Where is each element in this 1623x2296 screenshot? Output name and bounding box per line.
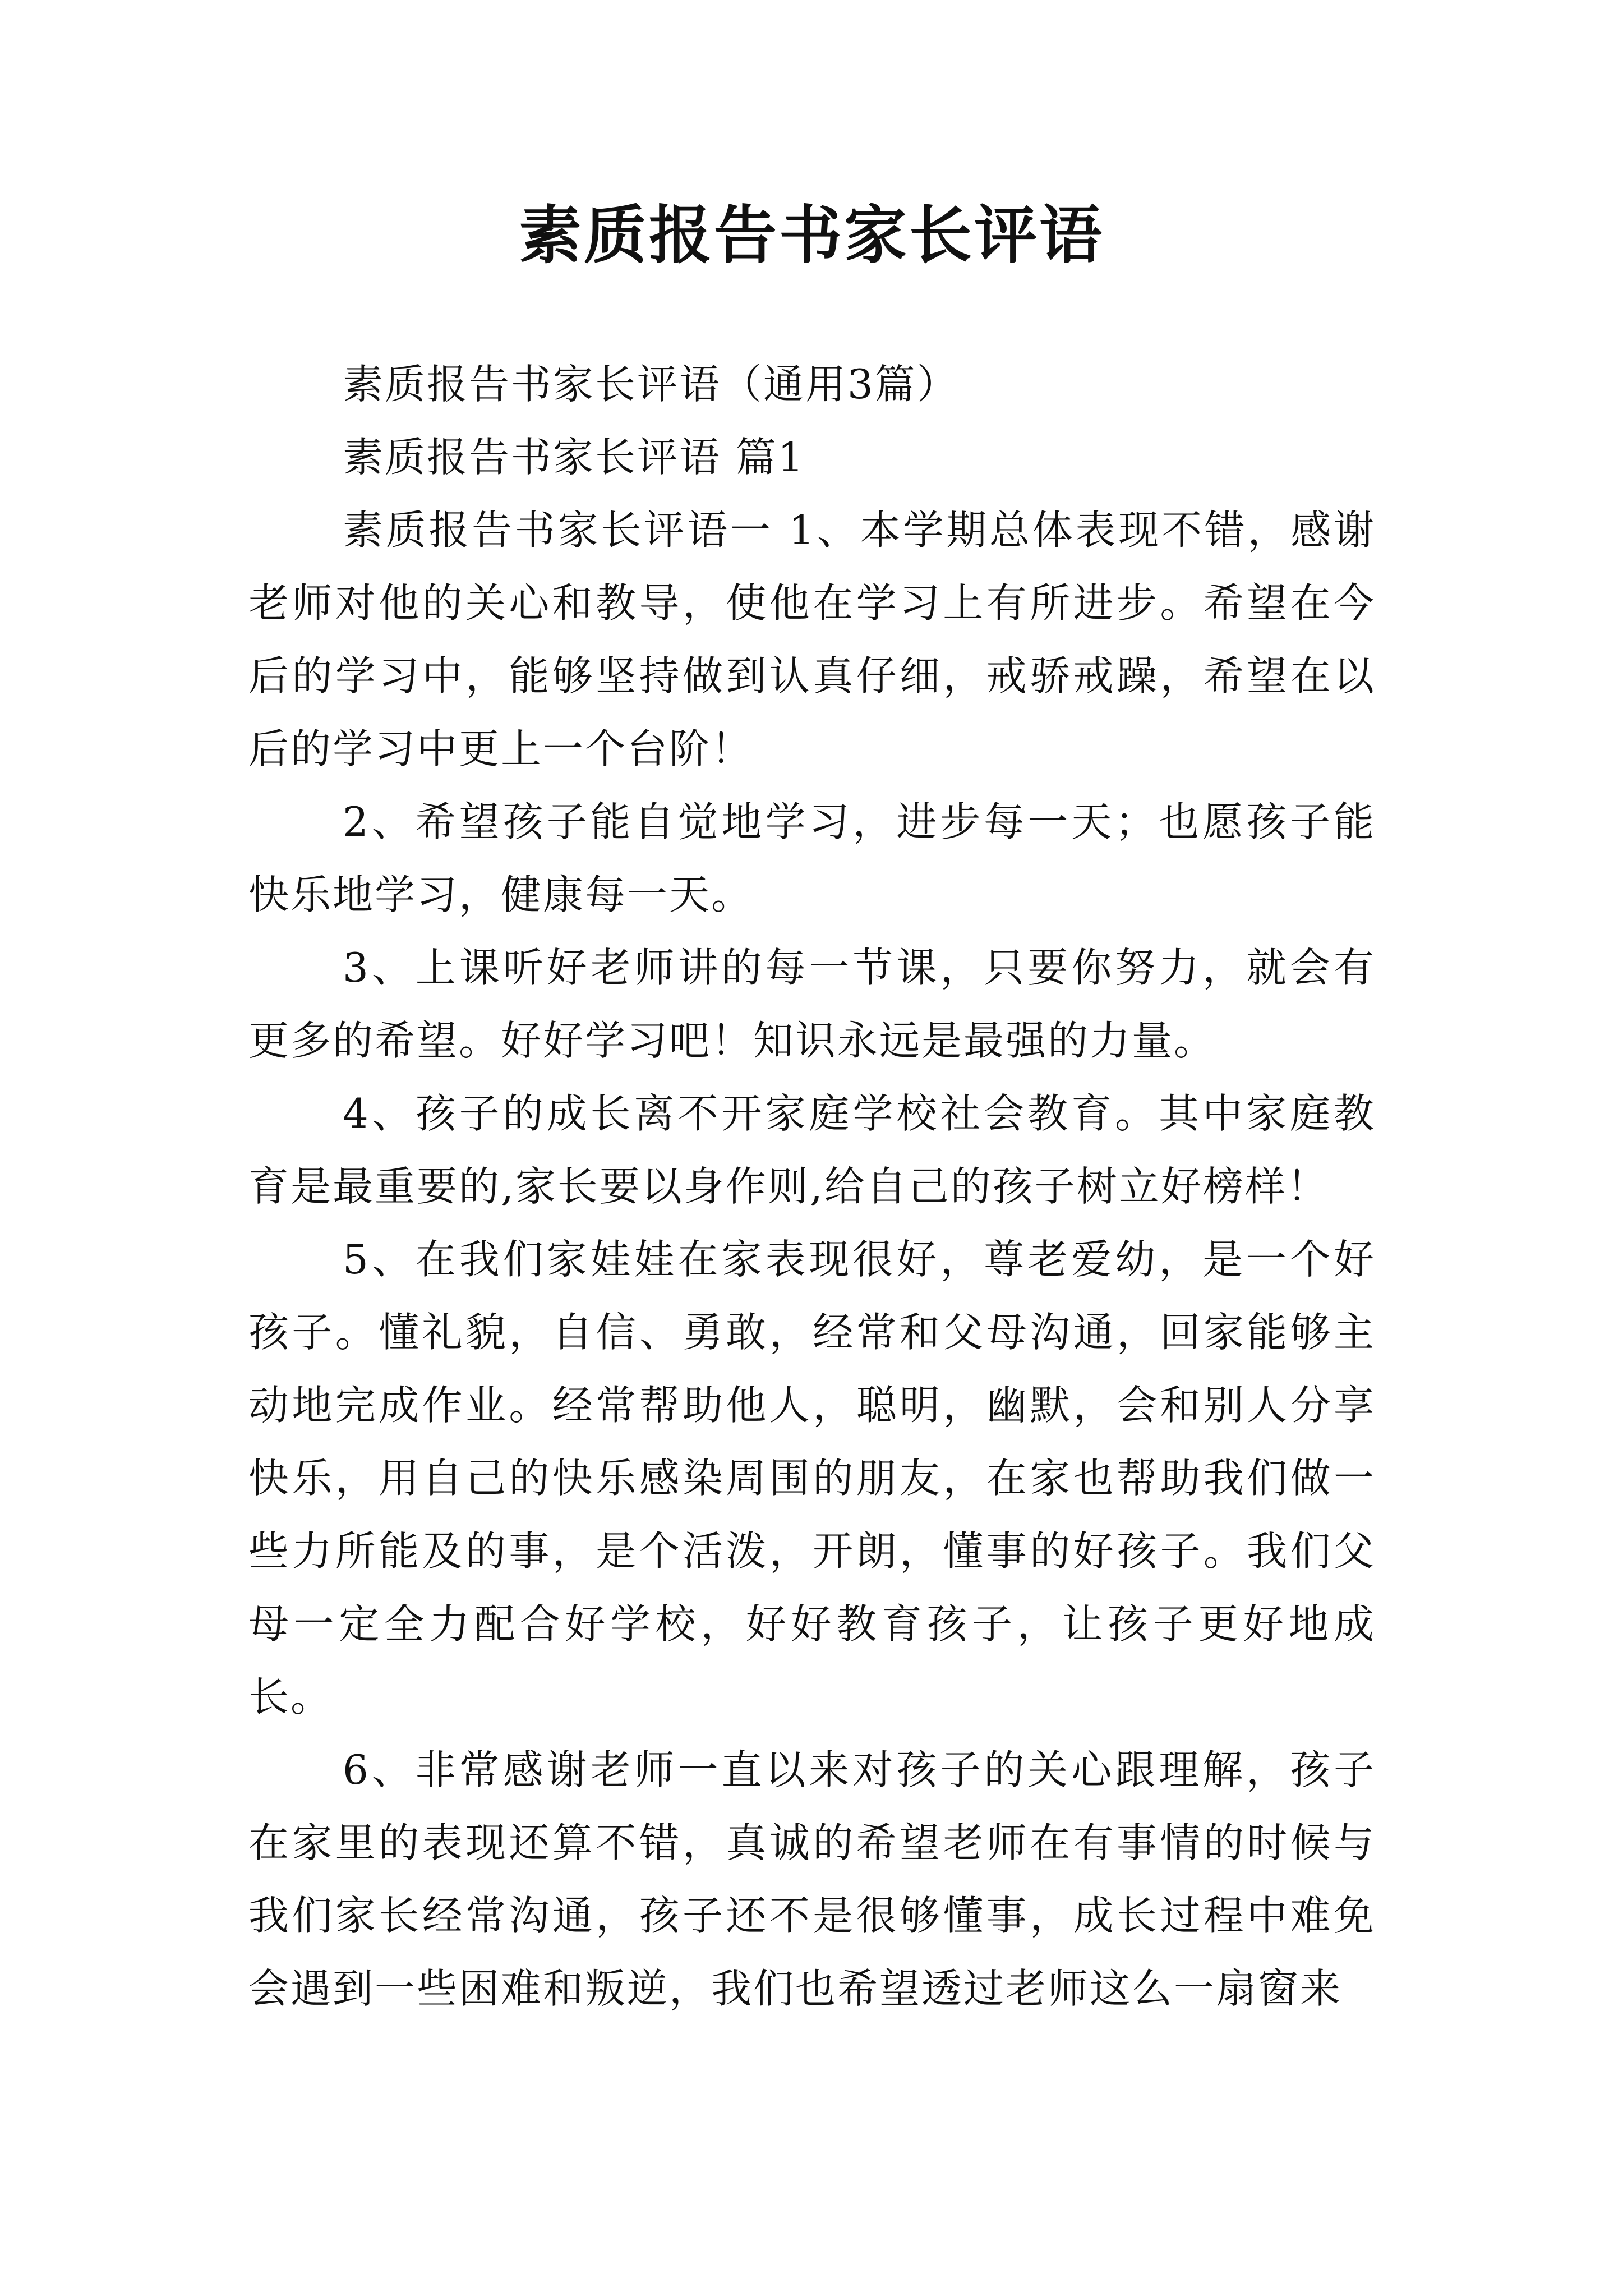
paragraph-item-3: 3、上课听好老师讲的每一节课，只要你努力，就会有更多的希望。好好学习吧！知识永远是最强的力量。 bbox=[248, 944, 1376, 1064]
paragraph-item-5: 5、在我们家娃娃在家表现很好，尊老爱幼，是一个好孩子。懂礼貌，自信、勇敢，经常和父母沟通，回家能够主动地完成作业。经常帮助他人，聪明，幽默，会和别人分享快乐，用自己的快乐感染周围的朋友，在家也帮助我们做一些力所能及的事，是个活泼，开朗，懂事的好孩子。我们父母一定全力配合好学校，好好教育孩子，让孩子更好地成长。 bbox=[248, 1236, 1376, 1720]
paragraph-section-heading: 素质报告书家长评语 篇1 bbox=[343, 434, 805, 481]
paragraph-item-4: 4、孩子的成长离不开家庭学校社会教育。其中家庭教育是最重要的,家长要以身作则,给自己的孩子树立好榜样！ bbox=[248, 1090, 1376, 1210]
document-body bbox=[248, 348, 1376, 2025]
paragraph-item-2: 2、希望孩子能自觉地学习，进步每一天；也愿孩子能快乐地学习，健康每一天。 bbox=[248, 798, 1376, 918]
document-title: 素质报告书家长评语 bbox=[519, 199, 1104, 272]
paragraph-subtitle: 素质报告书家长评语（通用3篇） bbox=[343, 361, 959, 408]
paragraph-item-6: 6、非常感谢老师一直以来对孩子的关心跟理解，孩子在家里的表现还算不错，真诚的希望老师在有事情的时候与我们家长经常沟通，孩子还不是很够懂事，成长过程中难免会遇到一些困难和叛逆，我们也希望透过老师这么一扇窗来 bbox=[248, 1746, 1376, 2012]
paragraph-item-1: 素质报告书家长评语一 1、本学期总体表现不错，感谢老师对他的关心和教导，使他在学习上有所进步。希望在今后的学习中，能够坚持做到认真仔细，戒骄戒躁，希望在以后的学习中更上一个台阶！ bbox=[248, 507, 1376, 772]
